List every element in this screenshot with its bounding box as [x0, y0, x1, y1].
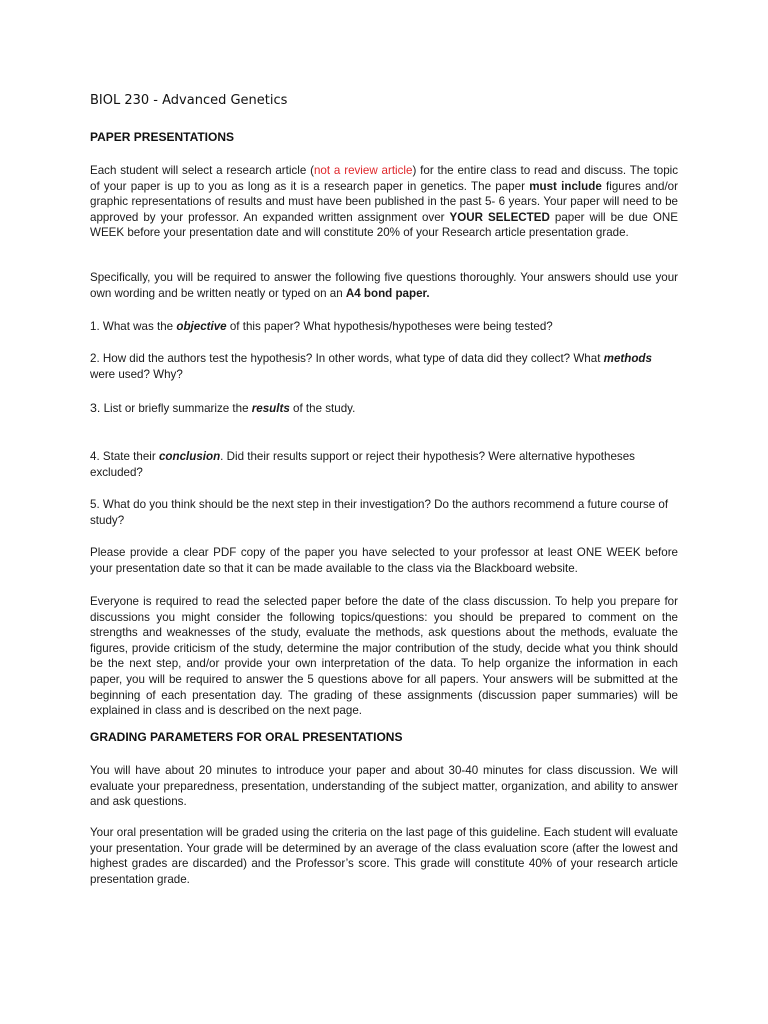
section-heading-paper-presentations: PAPER PRESENTATIONS: [90, 130, 235, 144]
objective-emphasis: objective: [176, 320, 227, 333]
question-1: [90, 319, 678, 335]
oral-grading-paragraph: Your oral presentation will be graded using the criteria on the last page of this guideline. Each student will evaluate your presentation. Your grade will be determined by an average of the class evaluation score (after the lowest and highest grades are discarded) and the Professor’s score. This grade will constitute 40% of your research article presentation grade.: [90, 826, 678, 886]
question-4-text-end: . Did their results support or reject their hypothesis? Were alternative hypotheses excluded?: [90, 450, 635, 479]
intro-text-3: figures and/or graphic representations of results and must have been published in the past 5- 6 years. Your paper will need to be approved by your professor. An expanded written assignment over: [90, 179, 678, 224]
question-3-text: List or briefly summarize the: [100, 402, 252, 415]
course-title: BIOL 230 - Advanced Genetics: [90, 93, 288, 108]
section-heading-grading-parameters: GRADING PARAMETERS FOR ORAL PRESENTATIONS: [90, 730, 403, 744]
oral-time-paragraph: You will have about 20 minutes to introduce your paper and about 30-40 minutes for class discussion. We will evaluate your preparedness, presentation, understanding of the subject matter, organization, and ability to answer and ask questions.: [90, 764, 678, 809]
question-2: [90, 351, 678, 382]
conclusion-emphasis: conclusion: [158, 450, 221, 463]
discussion-paragraph: Everyone is required to read the selected paper before the date of the class discussion. To help you prepare for discussions you might consider the following topics/questions: you should be prepared to comment on the strengths and weaknesses of the study, evaluate the methods, ask questions about the methods, evaluate the figures, provide criticism of the study, determine the major contribution of the study, decide what you think should be the next step, and/or provide your own interpretation of the data. To help organize the information in each paper, you will be required to answer the 5 questions above for all papers. Your answers will be submitted at the beginning of each presentation day. The grading of these assignments (discussion paper summaries) will be explained in class and is described on the next page.: [90, 595, 678, 718]
a4-bond-paper-emphasis: A4 bond paper.: [345, 286, 430, 300]
question-1-text-end: of this paper? What hypothesis/hypotheses were being tested?: [226, 320, 553, 333]
question-4: [90, 449, 678, 480]
methods-emphasis: methods: [603, 352, 652, 365]
your-selected-emphasis: YOUR SELECTED: [449, 210, 550, 224]
results-emphasis: results: [251, 402, 290, 415]
not-review-article-highlight: not a review article: [313, 164, 413, 177]
intro-text-4: paper will be due ONE WEEK before your presentation date and will constitute 20% of your Research article presentation grade.: [90, 210, 678, 240]
question-3: [90, 401, 678, 417]
pdf-copy-paragraph: Please provide a clear PDF copy of the paper you have selected to your professor at least ONE WEEK before your presentation date so that it can be made available to the class via the Blackboard website.: [90, 546, 678, 575]
intro-text-1: Each student will select a research article (: [90, 164, 314, 177]
specifically-text: Specifically, you will be required to answer the following five questions thoroughly. Your answers should use your own wording and be written neatly or typed on an: [90, 271, 678, 300]
intro-paragraph: [90, 163, 678, 241]
question-5-text: 5. What do you think should be the next step in their investigation? Do the authors recommend a future course of study?: [90, 498, 669, 527]
specifically-paragraph: [90, 270, 678, 301]
question-5: [90, 497, 678, 528]
question-3-number: 3.: [90, 401, 101, 415]
must-include-emphasis: must include: [529, 179, 602, 193]
question-3-text-end: of the study.: [289, 402, 356, 415]
question-2-text-end: were used? Why?: [90, 367, 183, 381]
question-4-text: 4. State their: [90, 450, 159, 463]
question-1-text: 1. What was the: [90, 320, 177, 333]
intro-text-2: ) for the entire class to read and discuss. The topic of your paper is up to you as long as it is a research paper in genetics. The paper: [90, 164, 679, 193]
question-2-text: 2. How did the authors test the hypothesis? In other words, what type of data did they collect? What: [90, 352, 604, 365]
